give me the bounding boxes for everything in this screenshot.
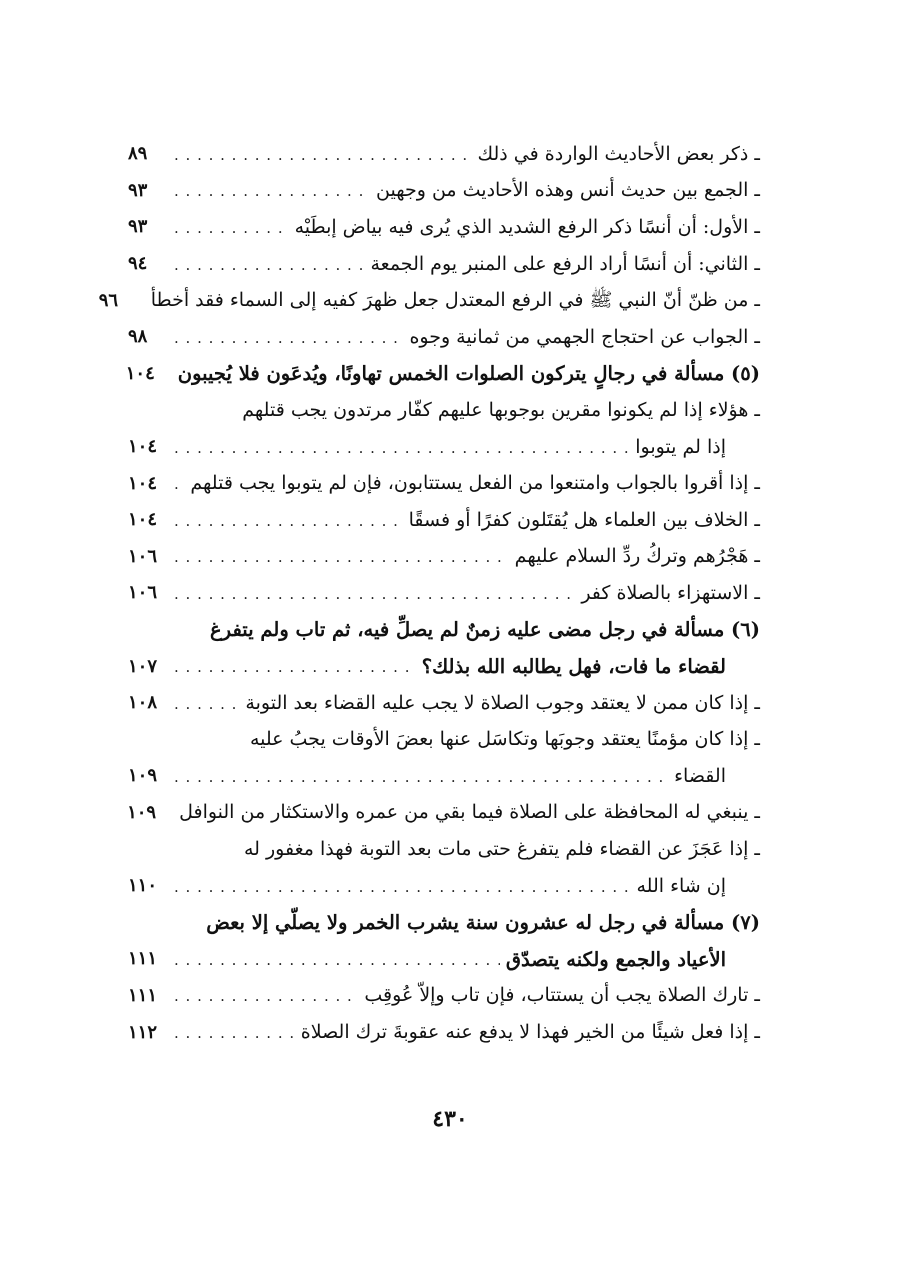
toc-entry <box>128 136 760 173</box>
toc-entry-title: ـ إذا كان ممن لا يعتقد وجوب الصلاة لا يجب عليه القضاء بعد التوبة <box>245 691 760 714</box>
toc-entry-title: ـ إذا عَجَزَ عن القضاء فلم يتفرغ حتى مات بعد التوبة فهذا مغفور له <box>243 838 760 861</box>
table-of-contents <box>98 136 760 1051</box>
toc-page-number: ١٠٤ <box>128 509 158 531</box>
toc-entry <box>128 539 760 576</box>
toc-page-number: ١٠٨ <box>128 692 158 714</box>
toc-entry <box>128 795 760 832</box>
toc-heading-line <box>128 941 760 978</box>
toc-entry <box>128 246 760 283</box>
toc-entry <box>128 722 760 759</box>
toc-page-number: ١١٢ <box>128 1021 158 1043</box>
toc-entry <box>128 502 760 539</box>
toc-entry-title: ـ الأول: أن أنسًا ذكر الرفع الشديد الذي يُرى فيه بياض إبطَيْه <box>294 215 760 238</box>
dot-leader <box>174 584 575 603</box>
toc-entry <box>128 173 760 210</box>
toc-entry-title: ـ تارك الصلاة يجب أن يستتاب، فإن تاب وإلاّ عُوقِب <box>364 984 760 1007</box>
toc-entry-title: ـ هؤلاء إذا لم يكونوا مقرين بوجوبها عليهم كفّار مرتدون يجب قتلهم <box>242 398 760 421</box>
toc-page-number: ١٠٤ <box>128 472 158 494</box>
toc-entry <box>128 465 760 502</box>
dot-leader <box>174 145 471 164</box>
toc-entry-title: إن شاء الله <box>636 874 726 897</box>
dot-leader <box>174 255 364 274</box>
toc-page-number: ٩٣ <box>128 216 148 238</box>
dot-leader <box>174 547 509 566</box>
toc-page-number: ٩٦ <box>98 289 119 311</box>
toc-entry-title: لقضاء ما فات، فهل يطالبه الله بذلك؟ <box>421 654 726 678</box>
toc-page-number: ٩٣ <box>128 179 148 201</box>
toc-page-number: ١٠٤ <box>128 436 158 458</box>
toc-heading-line <box>128 612 760 649</box>
toc-entry <box>128 575 760 612</box>
page-number: ٤٣٠ <box>432 1106 468 1132</box>
toc-entry-title: ـ ينبغي له المحافظة على الصلاة فيما بقي من عمره والاستكثار من النوافل <box>179 801 760 824</box>
toc-entry <box>128 209 760 246</box>
toc-page-number: ١١١ <box>128 984 158 1006</box>
dot-leader <box>174 438 629 457</box>
dot-leader <box>174 511 403 530</box>
toc-page-number: ١٠٦ <box>128 545 158 567</box>
dot-leader <box>174 181 370 200</box>
toc-entry-title: ـ الاستهزاء بالصلاة كفر <box>581 581 760 604</box>
toc-entry-title: (٥) مسألة في رجالٍ يتركون الصلوات الخمس تهاونًا، ويُدعَون فلا يُجيبون <box>177 362 760 386</box>
toc-entry-title: ـ الخلاف بين العلماء هل يُقتَلون كفرًا أو فسقًا <box>408 508 760 531</box>
dot-leader <box>174 767 668 786</box>
toc-entry <box>128 392 760 429</box>
toc-entry-title: ـ إذا أقروا بالجواب وامتنعوا من الفعل يستتابون، فإن لم يتوبوا يجب قتلهم <box>190 472 760 495</box>
toc-entry-title: ـ الجواب عن احتجاج الجهمي من ثمانية وجوه <box>409 325 760 348</box>
toc-page-number: ١٠٤ <box>125 362 155 384</box>
toc-entry-title: ـ الثاني: أن أنسًا أراد الرفع على المنبر يوم الجمعة <box>370 252 760 275</box>
toc-page-number: ٨٩ <box>128 143 148 165</box>
toc-entry <box>128 831 760 868</box>
toc-entry <box>128 758 760 795</box>
toc-entry <box>98 282 760 319</box>
toc-entry-title: ـ ذكر بعض الأحاديث الواردة في ذلك <box>477 142 760 165</box>
dot-leader <box>174 950 500 969</box>
toc-entry <box>128 685 760 722</box>
toc-entry-title: ـ إذا كان مؤمنًا يعتقد وجوبَها وتكاسَل عنها بعضَ الأوقات يجبُ عليه <box>249 728 760 751</box>
toc-entry-title: إذا لم يتوبوا <box>635 435 726 458</box>
dot-leader <box>174 218 289 237</box>
toc-entry-title: ـ الجمع بين حديث أنس وهذه الأحاديث من وجهين <box>376 179 760 202</box>
toc-entry-title: القضاء <box>674 764 726 787</box>
dot-leader <box>174 1023 295 1042</box>
toc-entry <box>128 978 760 1015</box>
toc-entry-title: ـ من ظنّ أنّ النبي ﷺ في الرفع المعتدل جعل ظهرَ كفيه إلى السماء فقد أخطأ <box>150 289 760 312</box>
toc-heading-line <box>125 356 760 393</box>
toc-heading-line <box>128 904 760 941</box>
toc-page-number: ٩٤ <box>128 253 148 275</box>
toc-page-number: ١٠٩ <box>127 801 157 823</box>
toc-page-number: ١١٠ <box>128 875 158 897</box>
toc-entry-title: الأعياد والجمع ولكنه يتصدّق <box>505 947 726 971</box>
dot-leader <box>174 474 184 493</box>
toc-entry-title: ـ إذا فعل شيئًا من الخير فهذا لا يدفع عنه عقوبةَ ترك الصلاة <box>300 1021 760 1044</box>
toc-entry <box>128 1014 760 1051</box>
dot-leader <box>174 657 416 676</box>
toc-page-number: ١١١ <box>128 948 158 970</box>
toc-entry <box>128 429 760 466</box>
toc-heading-line <box>128 648 760 685</box>
toc-entry-title: (٦) مسألة في رجل مضى عليه زمنٌ لم يصلِّ فيه، ثم تاب ولم يتفرغ <box>210 618 760 642</box>
toc-entry <box>128 868 760 905</box>
toc-page-number: ١٠٦ <box>128 582 158 604</box>
toc-page-number: ٩٨ <box>128 326 148 348</box>
toc-entry-title: ـ هَجْرُهم وتركُ ردِّ السلام عليهم <box>514 545 760 568</box>
toc-page-number: ١٠٩ <box>128 765 158 787</box>
toc-entry <box>128 319 760 356</box>
dot-leader <box>174 986 358 1005</box>
dot-leader <box>174 877 631 896</box>
toc-page-number: ١٠٧ <box>128 655 158 677</box>
toc-entry-title: (٧) مسألة في رجل له عشرون سنة يشرب الخمر ولا يصلّي إلا بعض <box>206 911 760 935</box>
dot-leader <box>174 328 403 347</box>
dot-leader <box>174 694 239 713</box>
